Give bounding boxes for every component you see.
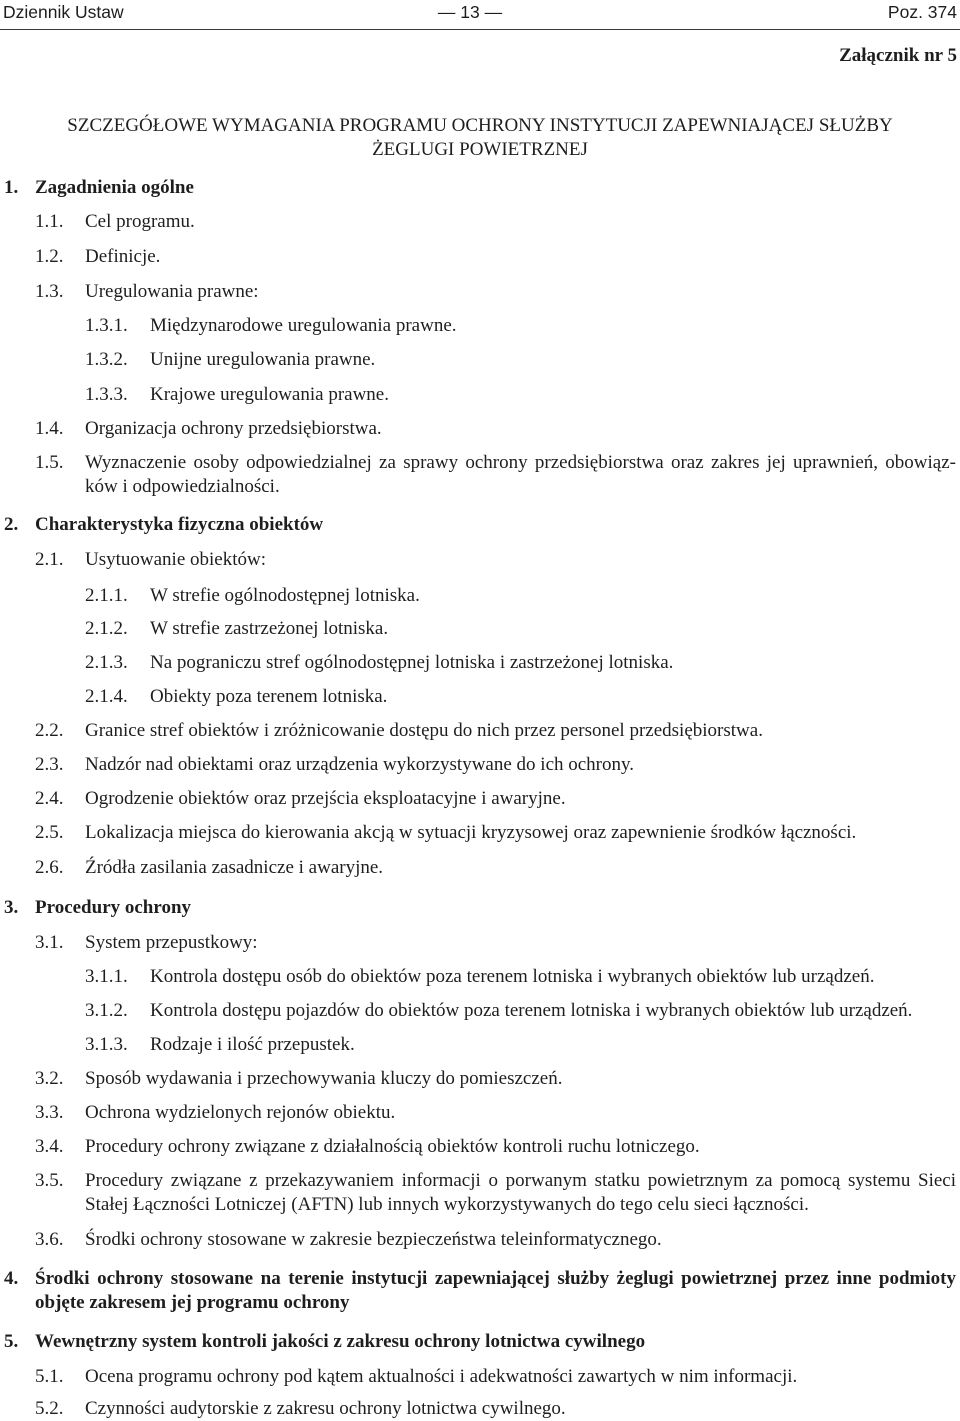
item-text: Wewnętrzny system kontroli jakości z zakresu ochrony lotnictwa cywilnego — [35, 1331, 646, 1352]
list-item — [0, 1365, 960, 1389]
item-number: 1.3.1. — [85, 315, 128, 336]
document-title-line-1: SZCZEGÓŁOWE WYMAGANIA PROGRAMU OCHRONY INSTYTUCJI ZAPEWNIAJĄCEJ SŁUŻBY — [67, 115, 893, 136]
item-number: 3.3. — [35, 1102, 64, 1123]
section-heading — [0, 1267, 960, 1315]
list-item — [0, 617, 960, 641]
list-item — [0, 417, 960, 441]
list-item — [0, 856, 960, 880]
item-number: 3. — [4, 897, 19, 918]
item-number: 2.5. — [35, 822, 64, 843]
item-text: Sposób wydawania i przechowywania kluczy do pomieszczeń. — [85, 1068, 563, 1089]
item-text: Krajowe uregulowania prawne. — [150, 384, 389, 405]
list-item — [0, 245, 960, 269]
item-text: Czynności audytorskie z zakresu ochrony lotnictwa cywilnego. — [85, 1398, 566, 1419]
item-number: 3.1. — [35, 932, 64, 953]
section-heading — [0, 1330, 960, 1354]
section-heading — [0, 896, 960, 920]
item-text: Ogrodzenie obiektów oraz przejścia eksploatacyjne i awaryjne. — [85, 788, 566, 809]
item-text — [35, 1267, 956, 1315]
list-item — [0, 719, 960, 743]
item-number: 2.2. — [35, 720, 64, 741]
item-text — [85, 451, 956, 499]
item-text: System przepustkowy: — [85, 932, 258, 953]
item-number: 2.3. — [35, 754, 64, 775]
item-text: W strefie zastrzeżonej lotniska. — [150, 618, 389, 639]
list-item — [0, 210, 960, 234]
list-item — [0, 787, 960, 811]
item-text: Lokalizacja miejsca do kierowania akcją w sytuacji kryzysowej oraz zapewnienie środków łączności. — [85, 822, 857, 843]
item-number: 1.3. — [35, 281, 64, 302]
item-text: Źródła zasilania zasadnicze i awaryjne. — [85, 857, 384, 878]
header-rule — [0, 29, 960, 30]
item-number: 2.1. — [35, 549, 64, 570]
list-item — [0, 451, 960, 499]
item-text-line: Stałej Łączności Lotniczej (AFTN) lub innych wykorzystywanych do tego celu sieci łączności. — [85, 1194, 809, 1215]
item-text-line: objęte zakresem jej programu ochrony — [35, 1292, 350, 1313]
item-number: 2. — [4, 514, 19, 535]
item-text: Kontrola dostępu osób do obiektów poza terenem lotniska i wybranych obiektów lub urządzeń. — [150, 966, 875, 987]
list-item — [0, 1067, 960, 1091]
list-item — [0, 548, 960, 572]
item-text: Charakterystyka fizyczna obiektów — [35, 514, 324, 535]
item-number: 1.2. — [35, 246, 64, 267]
item-number: 2.1.3. — [85, 652, 128, 673]
item-number: 3.1.3. — [85, 1034, 128, 1055]
document-title-line-2: ŻEGLUGI POWIETRZNEJ — [372, 139, 588, 160]
list-item — [0, 280, 960, 304]
list-item — [0, 1169, 960, 1217]
item-number: 2.1.1. — [85, 585, 128, 606]
item-text: Granice stref obiektów i zróżnicowanie dostępu do nich przez personel przedsiębiorstwa. — [85, 720, 763, 741]
list-item — [0, 999, 960, 1023]
item-number: 3.1.1. — [85, 966, 128, 987]
item-number: 1.3.3. — [85, 384, 128, 405]
item-number: 1.1. — [35, 211, 64, 232]
item-text — [85, 1169, 956, 1217]
item-text: W strefie ogólnodostępnej lotniska. — [150, 585, 420, 606]
section-heading — [0, 176, 960, 200]
list-item — [0, 1101, 960, 1125]
item-text: Unijne uregulowania prawne. — [150, 349, 376, 370]
item-text: Rodzaje i ilość przepustek. — [150, 1034, 355, 1055]
item-text: Kontrola dostępu pojazdów do obiektów poza terenem lotniska i wybranych obiektów lub urządzeń. — [150, 1000, 913, 1021]
item-number: 2.1.4. — [85, 686, 128, 707]
page-number: — 13 — — [437, 2, 503, 22]
item-number: 1.4. — [35, 418, 64, 439]
item-text: Usytuowanie obiektów: — [85, 549, 267, 570]
list-item — [0, 931, 960, 955]
item-number: 5.1. — [35, 1366, 64, 1387]
item-number: 1.3.2. — [85, 349, 128, 370]
item-text: Procedury ochrony — [35, 897, 192, 918]
list-item — [0, 651, 960, 675]
item-number: 3.4. — [35, 1136, 64, 1157]
item-text: Obiekty poza terenem lotniska. — [150, 686, 388, 707]
list-item — [0, 383, 960, 407]
list-item — [0, 348, 960, 372]
list-item — [0, 1135, 960, 1159]
item-text-line: Procedury związane z przekazywaniem informacji o porwanym statku powietrznym za pomocą systemu Sieci — [85, 1170, 956, 1191]
annex-label: Załącznik nr 5 — [839, 45, 957, 66]
item-text: Organizacja ochrony przedsiębiorstwa. — [85, 418, 382, 439]
item-text: Ochrona wydzielonych rejonów obiektu. — [85, 1102, 396, 1123]
item-number: 3.1.2. — [85, 1000, 128, 1021]
item-number: 1. — [4, 177, 19, 198]
item-text: Cel programu. — [85, 211, 195, 232]
section-heading — [0, 513, 960, 537]
item-number: 3.2. — [35, 1068, 64, 1089]
item-text: Nadzór nad obiektami oraz urządzenia wykorzystywane do ich ochrony. — [85, 754, 635, 775]
list-item — [0, 1033, 960, 1057]
item-number: 5. — [4, 1331, 19, 1352]
list-item — [0, 1397, 960, 1421]
list-item — [0, 821, 960, 845]
item-number: 3.6. — [35, 1229, 64, 1250]
item-text-line: ków i odpowiedzialności. — [85, 476, 280, 497]
list-item — [0, 685, 960, 709]
item-text: Ocena programu ochrony pod kątem aktualności i adekwatności zawartych w nim informacji. — [85, 1366, 798, 1387]
item-text: Procedury ochrony związane z działalnością obiektów kontroli ruchu lotniczego. — [85, 1136, 700, 1157]
list-item — [0, 584, 960, 608]
item-text: Środki ochrony stosowane w zakresie bezpieczeństwa teleinformatycznego. — [85, 1229, 662, 1250]
list-item — [0, 314, 960, 338]
item-text: Na pograniczu stref ogólnodostępnej lotniska i zastrzeżonej lotniska. — [150, 652, 674, 673]
list-item — [0, 1228, 960, 1252]
page-header — [0, 0, 960, 24]
item-text: Uregulowania prawne: — [85, 281, 259, 302]
item-number: 2.1.2. — [85, 618, 128, 639]
item-number: 4. — [4, 1268, 19, 1289]
item-text-line: Wyznaczenie osoby odpowiedzialnej za sprawy ochrony przedsiębiorstwa oraz zakres jej uprawnień, obowiąz- — [85, 452, 956, 473]
list-item — [0, 965, 960, 989]
item-number: 5.2. — [35, 1398, 64, 1419]
item-number: 2.4. — [35, 788, 64, 809]
item-number: 3.5. — [35, 1170, 64, 1191]
position-number: Poz. 374 — [887, 2, 957, 22]
item-text: Zagadnienia ogólne — [35, 177, 194, 198]
item-number: 2.6. — [35, 857, 64, 878]
item-text-line: Środki ochrony stosowane na terenie instytucji zapewniającej służby żeglugi powietrznej przez inne podmioty — [35, 1268, 956, 1289]
item-number: 1.5. — [35, 452, 64, 473]
list-item — [0, 753, 960, 777]
journal-name: Dziennik Ustaw — [3, 2, 124, 22]
item-text: Międzynarodowe uregulowania prawne. — [150, 315, 457, 336]
item-text: Definicje. — [85, 246, 161, 267]
